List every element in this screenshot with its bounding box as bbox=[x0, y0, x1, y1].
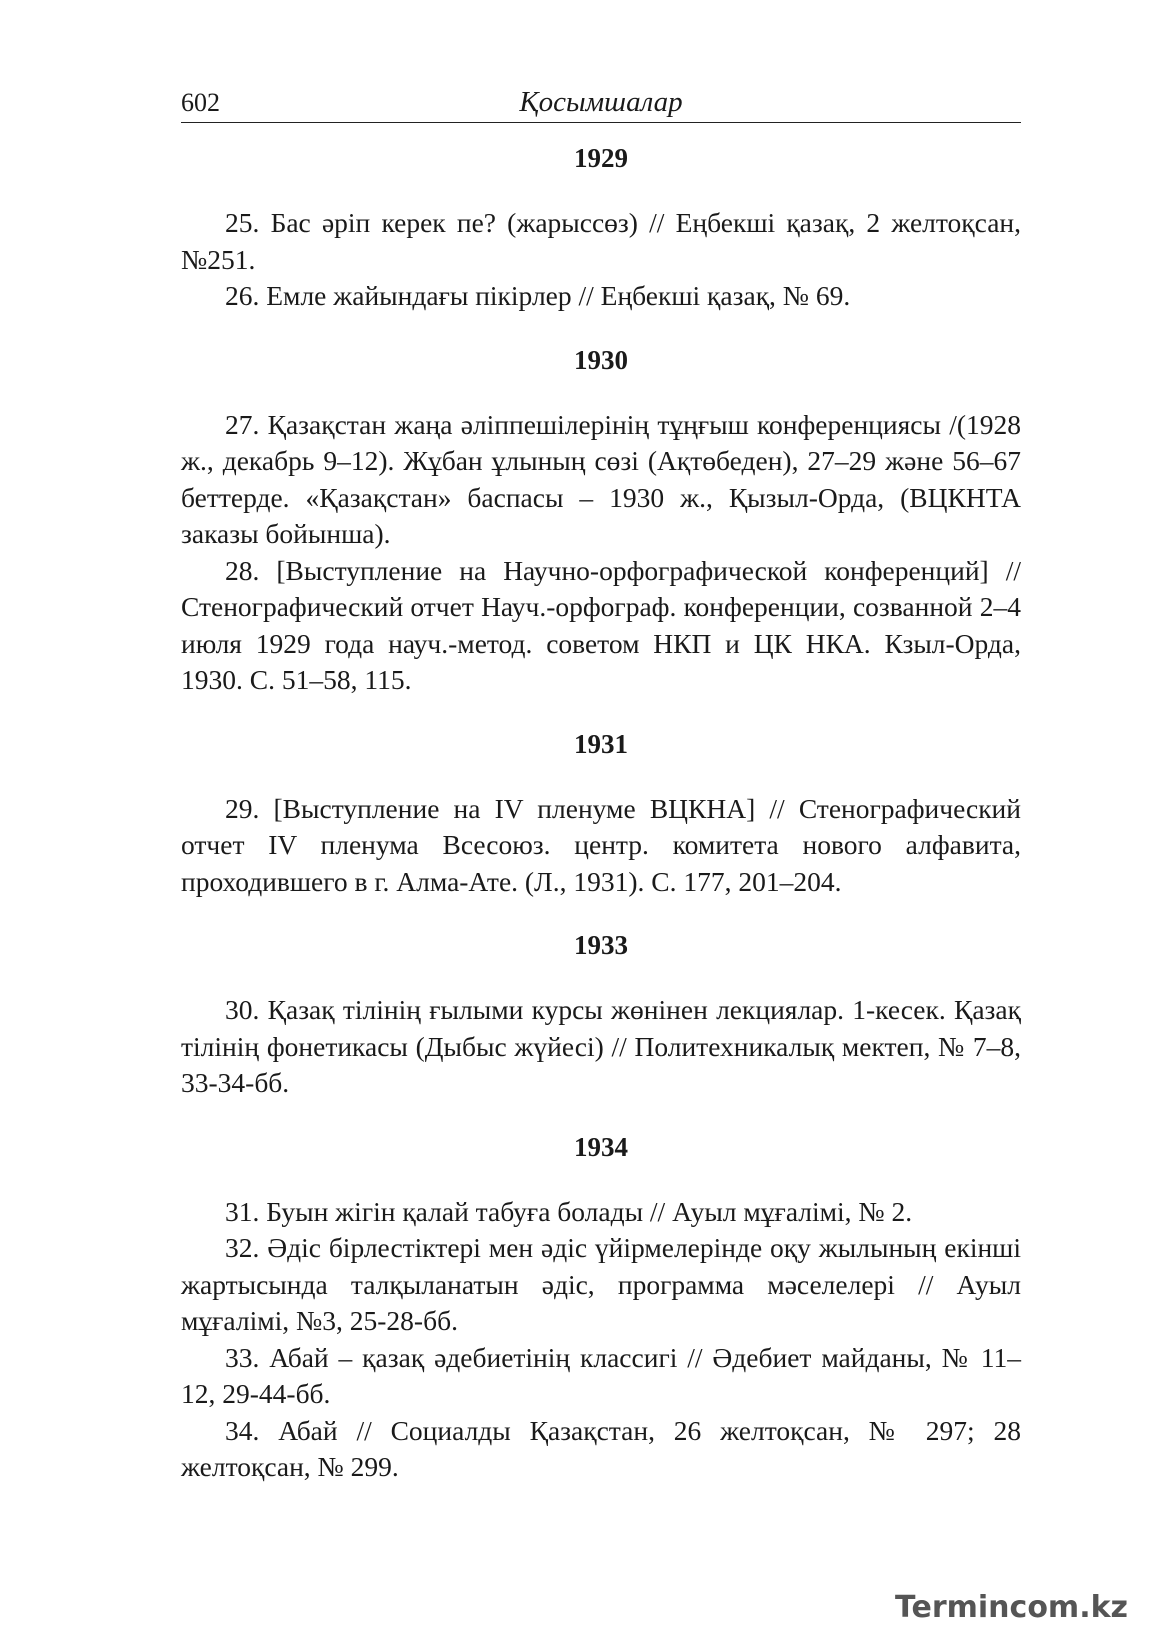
running-title: Қосымшалар bbox=[519, 86, 683, 118]
year-heading: 1930 bbox=[574, 344, 628, 375]
watermark-logo: Termincom.kz bbox=[895, 1590, 1128, 1625]
page-header bbox=[181, 82, 1021, 123]
bibliography-entry: 26. Емле жайындағы пікірлер // Еңбекші қазақ, № 69. bbox=[225, 280, 851, 311]
page-number: 602 bbox=[181, 88, 220, 117]
section-1930 bbox=[181, 343, 1021, 699]
document-page bbox=[181, 82, 1021, 1486]
bibliography-entry: 30. Қазақ тілінің ғылыми курсы жөнінен лекциялар. 1-кесек. Қазақ тілінің фонетикасы (Дыбыс жүйесі) // Политехникалық мектеп, № 7–8, 33-34-бб. bbox=[181, 994, 1021, 1098]
bibliography-entry: 29. [Выступление на IV пленуме ВЦКНА] // Стенографический отчет IV пленума Всесоюз. центр. комитета нового алфавита, проходившего в г. Алма-Ате. (Л., 1931). С. 177, 201–204. bbox=[181, 792, 1021, 897]
bibliography-entry: 31. Буын жігін қалай табуға болады // Ауыл мұғалімі, № 2. bbox=[225, 1195, 913, 1227]
section-1934 bbox=[181, 1130, 1021, 1486]
year-heading: 1931 bbox=[574, 728, 628, 759]
year-heading: 1934 bbox=[574, 1131, 628, 1162]
year-heading: 1929 bbox=[574, 143, 628, 173]
bibliography-entry: 33. Абай – қазақ әдебиетінің классигі // Әдебиет майданы, № 11–12, 29-44-бб. bbox=[181, 1341, 1021, 1409]
section-1931 bbox=[181, 727, 1021, 901]
bibliography-entry: 25. Бас әріп керек пе? (жарыссөз) // Еңбекші қазақ, 2 желтоқсан, №251. bbox=[181, 207, 1021, 275]
section-1929 bbox=[181, 141, 1021, 315]
bibliography-entry: 32. Әдіс бірлестіктері мен әдіс үйірмелерінде оқу жылының екінші жартысында талқыланатын әдіс, программа мәселелері // Ауыл мұғалімі, №3, 25-28-бб. bbox=[181, 1232, 1021, 1336]
section-1933 bbox=[181, 928, 1021, 1102]
bibliography-entry: 28. [Выступление на Научно-орфографической конференций] // Стенографический отчет Науч.-орфограф. конференции, созванной 2–4 июля 1929 года науч.-метод. советом НКП и ЦК НКА. Кзыл-Орда, 1930. С. 51–58, 115. bbox=[181, 554, 1021, 695]
bibliography-entry: 34. Абай // Социалды Қазақстан, 26 желтоқсан, № 297; 28 желтоқсан, № 299. bbox=[181, 1414, 1021, 1482]
bibliography-entry: 27. Қазақстан жаңа әліппешілерінің тұңғыш конференциясы /(1928 ж., декабрь 9–12). Жұбан ұлының сөзі (Ақтөбеден), 27–29 және 56–67 беттерде. «Қазақстан» баспасы – 1930 ж., Қызыл-Орда, (ВЦКНТА заказы бойынша). bbox=[181, 408, 1021, 549]
year-heading: 1933 bbox=[574, 930, 628, 960]
